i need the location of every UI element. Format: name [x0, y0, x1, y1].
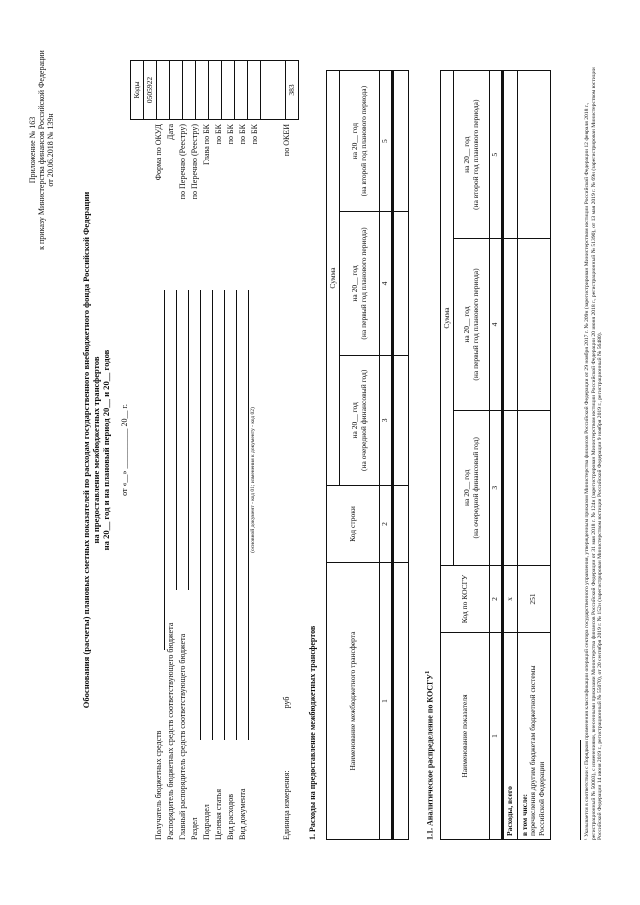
razdel-code-cell	[209, 61, 222, 120]
title-line-1: Обоснования (расчеты) плановых сметных показателей по расходам государственного внебюджетного фонда Российской Федерации	[81, 191, 91, 709]
s1-y1-sub: (на очередной финансовый год)	[358, 369, 368, 472]
s11-num-2: 2	[490, 566, 503, 633]
footnote-text: ¹ Указывается в соответствии с Порядком применения классификации операций сектора государственного управления, утвержденным приказом Министерства финансов Российской Федерации от 29 ноября 2017 г. № 209н (зарегистрирован Министерством юстиции Российской Федерации 12 февраля 2018 г., регистрационный № 50003), с изменениями, внесенными приказами Министерства финансов Российской Федерации от 31 мая 2018 г. № 124н (зарегистрирован Министерством юстиции Российской Федерации 20 июня 2018 г., регистрационный № 51390), от 13 мая 2019 г. № 69н (зарегистрирован Министерством юстиции Российской Федерации 14 июня 2019 г., регистрационный № 55070), от 20 сентября 2019 г. № 152н (зарегистрирован Министерством юстиции Российской Федерации 9 ноября 2019 г., регистрационный № 56480).	[584, 67, 604, 840]
date-code-cell	[157, 61, 170, 120]
field-label-distributor: Распорядитель бюджетных средств соответствующего бюджета	[166, 622, 175, 840]
footnote-rule	[580, 740, 581, 840]
s11-col-code: Код по КОСГУ	[441, 566, 490, 633]
field-underline	[236, 290, 237, 740]
date-label: Дата	[166, 124, 175, 140]
rotated-form-page	[20, 20, 620, 880]
s11-empty-cell	[517, 71, 550, 239]
units-row	[282, 697, 291, 840]
section1-table	[326, 70, 409, 840]
s1-empty-cell	[392, 355, 408, 485]
s1-col-sum: Сумма	[327, 71, 340, 486]
field-underline	[200, 290, 201, 740]
date-line: от «__» __________ 20__ г.	[120, 404, 129, 496]
s1-empty-cell	[392, 486, 408, 563]
units-label: Единица измерения:	[282, 770, 291, 840]
s11-col-y2	[454, 239, 490, 410]
s11-y3-sub: (на второй год планового периода)	[470, 99, 480, 210]
codes-table	[130, 60, 299, 120]
glava-label: Глава по БК	[202, 124, 211, 165]
appendix-order: к приказу Министерства финансов Российской Федерации	[37, 50, 47, 250]
reestr2-code-cell	[183, 61, 196, 120]
s1-num-4: 4	[380, 212, 393, 355]
okei-code: 383	[286, 61, 299, 120]
vid-label: по БК	[250, 124, 259, 145]
s1-y3-label: на 20__ год	[349, 122, 359, 160]
field-label-section: Раздел	[190, 817, 199, 840]
reestr1-code-cell	[170, 61, 183, 120]
s11-row-total-label: Расходы, всего	[502, 633, 517, 840]
reestr2-label: по Перечню (Реестру)	[190, 124, 199, 200]
s1-num-5: 5	[380, 71, 393, 212]
okei-label: по ОКЕИ	[282, 124, 291, 157]
s11-num-5: 5	[490, 71, 503, 239]
s1-col-y3	[340, 71, 380, 212]
units-value: руб	[282, 696, 291, 709]
statya-label: по БК	[238, 124, 247, 145]
section11-title-text: 1.1. Аналитическое распределение по КОСГУ	[425, 673, 435, 840]
field-label-main-distributor: Главный распорядитель средств соответствующего бюджета	[178, 633, 187, 840]
s1-y3-sub: (на второй год планового периода)	[358, 85, 368, 197]
s11-row-transfer-label: перечисления другим бюджетам бюджетной системы Российской Федерации	[528, 665, 546, 836]
field-label-subsection: Подраздел	[202, 804, 211, 840]
field-underline	[188, 290, 189, 590]
appendix-date: от 20.06.2018 № 139н	[46, 113, 56, 187]
blank-code-cell	[261, 61, 286, 120]
appendix-number: Приложение № 163	[28, 116, 37, 184]
glava-code-cell	[196, 61, 209, 120]
s1-col-y1	[340, 355, 380, 485]
s11-y3-label: на 20__ год	[461, 136, 471, 173]
s1-col-name: Наименование межбюджетного трансферта	[327, 563, 380, 840]
s11-row-incl: в том числе:	[519, 793, 529, 836]
okud-label: Форма по ОКУД	[154, 124, 163, 181]
field-label-doc-type: Вид документа	[238, 788, 247, 840]
s11-col-sum: Сумма	[441, 71, 454, 566]
s1-num-3: 3	[380, 355, 393, 485]
s11-empty-cell	[517, 239, 550, 410]
section11-title	[424, 671, 435, 840]
section1-title: 1. Расходы на предоставление межбюджетных трансфертов	[308, 625, 317, 840]
doc-type-hint: (основной документ - код 01; изменения к документу - код 02)	[250, 407, 256, 553]
s11-empty-cell	[502, 410, 517, 565]
s1-y2-label: на 20__ год	[349, 265, 359, 302]
s11-y2-label: на 20__ год	[461, 306, 471, 343]
s1-empty-cell	[392, 563, 408, 840]
field-label-recipient: Получатель бюджетных средств	[154, 730, 163, 840]
s11-empty-cell	[502, 71, 517, 239]
s11-col-y1	[454, 410, 490, 565]
form-title	[82, 20, 112, 880]
s11-empty-cell	[502, 239, 517, 410]
s11-row-transfer	[517, 633, 550, 840]
s11-num-3: 3	[490, 410, 503, 565]
codes-labels	[154, 124, 262, 260]
field-label-expense-type: Вид расходов	[226, 794, 235, 840]
section11-footmark: 1	[424, 670, 431, 674]
podrazdel-code-cell	[222, 61, 235, 120]
s11-empty-cell	[517, 410, 550, 565]
field-underline	[224, 290, 225, 740]
s11-num-4: 4	[490, 239, 503, 410]
s11-y2-sub: (на первый год планового периода)	[470, 268, 480, 381]
s11-num-1: 1	[490, 633, 503, 840]
s1-empty-cell	[392, 212, 408, 355]
razdel-label: по БК	[214, 124, 223, 145]
podrazdel-label: по БК	[226, 124, 235, 145]
statya-code-cell	[235, 61, 248, 120]
vid-code-cell	[248, 61, 261, 120]
field-underline	[164, 290, 165, 650]
section11-table	[440, 70, 551, 840]
s1-y2-sub: (на первый год планового периода)	[358, 227, 368, 340]
s1-y1-label: на 20__ год	[349, 402, 359, 439]
appendix-block	[28, 30, 56, 270]
s1-empty-cell	[392, 71, 408, 212]
s1-col-code: Код строки	[327, 486, 380, 563]
reestr1-label: по Перечню (Реестру)	[178, 124, 187, 200]
s11-col-y3	[454, 71, 490, 239]
field-underline	[176, 290, 177, 590]
s11-row-total-code: x	[502, 566, 517, 633]
codes-header: Коды	[131, 61, 144, 120]
s11-y1-label: на 20__ год	[461, 469, 471, 506]
field-underline	[212, 290, 213, 740]
okud-code: 0505922	[144, 61, 157, 120]
s11-col-name: Наименование показателя	[441, 633, 490, 840]
title-line-3: на 20__ год и на плановый период 20__ и 20__ годов	[100, 349, 111, 551]
s1-num-2: 2	[380, 486, 393, 563]
title-line-2: на предоставление межбюджетных трансфертов	[90, 356, 101, 544]
s1-num-1: 1	[380, 563, 393, 840]
s11-row-transfer-code: 251	[517, 566, 550, 633]
s11-y1-sub: (на очередной финансовый год)	[470, 437, 480, 539]
field-underline	[248, 290, 249, 740]
field-label-target-item: Целевая статья	[214, 788, 223, 840]
s1-col-y2	[340, 212, 380, 355]
